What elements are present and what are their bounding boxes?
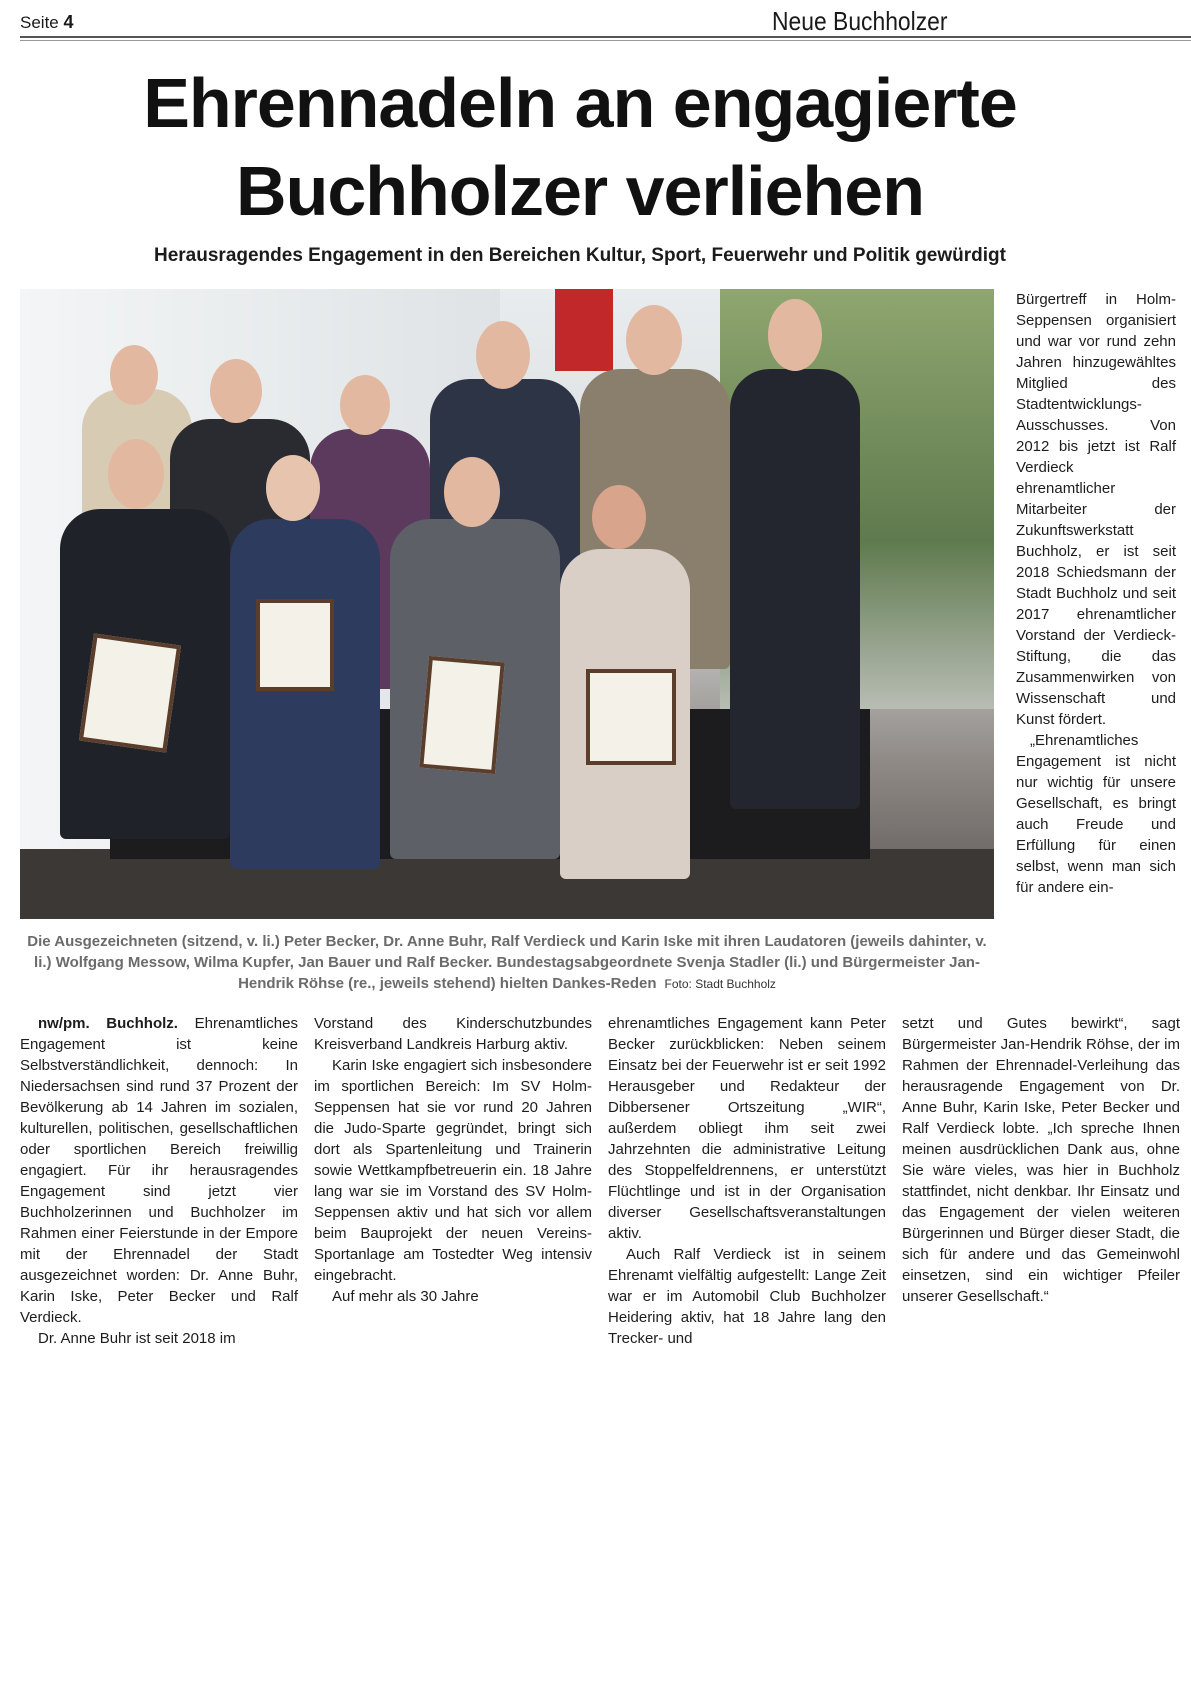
article-photo bbox=[20, 289, 994, 919]
caption-text: Die Ausgezeichneten (sitzend, v. li.) Peter Becker, Dr. Anne Buhr, Ralf Verdieck und Karin Iske mit ihren Laudatoren (jeweils dahinter, v. li.) Wolfgang Messow, Wilma Kupfer, Jan Bauer und Ralf Becker. Bundestagsabgeordnete Svenja Stadler (li.) und Bürgermeister Jan-Hendrik Röhse (re., jeweils stehend) hielten Dankes-Reden bbox=[27, 933, 987, 992]
page-header bbox=[20, 6, 1191, 36]
person-head bbox=[108, 439, 164, 509]
article-paragraph: Karin Iske engagiert sich insbesondere im sportlichen Bereich: Im SV Holm-Seppensen hat sie vor rund 20 Jahren die Judo-Sparte gegründet, bringt sich dort als Spartenleitung und Trainerin sowie Wettkampfbetreuerin ein. 18 Jahre lang war sie im Vorstand des SV Holm-Seppensen aktiv und hat sich vor allem beim Bauprojekt der neuen Vereins-Sportanlage am Tostedter Weg intensiv eingebracht. bbox=[314, 1057, 592, 1284]
article-column-2 bbox=[314, 1013, 592, 1349]
photo-credit: Foto: Stadt Buchholz bbox=[664, 977, 776, 991]
article-paragraph: Auf mehr als 30 Jahre bbox=[332, 1288, 479, 1305]
person-seated bbox=[230, 519, 380, 869]
sidebar-quote: „Ehrenamtliches Engagement ist nicht nur wichtig für unsere Gesellschaft, es bringt auch Freude und Erfüllung für einen selbst, wenn man sich für andere ein- bbox=[1016, 732, 1176, 896]
certificate-frame bbox=[79, 633, 181, 752]
person-head bbox=[340, 375, 390, 435]
dateline: nw/pm. Buchholz. bbox=[38, 1015, 178, 1032]
article-paragraph: ehrenamtliches Engagement kann Peter Becker zurückblicken: Neben seinem Einsatz bei der Feuerwehr ist er seit 1992 Herausgeber und Redakteur der Dibbersener Ortszeitung „WIR“, außerdem obliegt ihm seit zwei Jahrzehnten die administrative Leitung des Stoppelfeldrennens, er unterstützt Flüchtlinge und ist in der Organisation diverser Gesellschaftsveranstaltungen aktiv. bbox=[608, 1015, 886, 1242]
paragraph-text: Ehrenamtliches Engagement ist keine Selbstverständlichkeit, dennoch: In Niedersachsen sind rund 37 Prozent der Bevölkerung ab 14 Jahren im sozialen, kulturellen, politischen, gesellschaftlichen oder sportlichen Bereich freiwillig engagiert. Für ihr herausragendes Engagement sind jetzt vier Buchholzerinnen und Buchholzer im Rahmen einer Feierstunde in der Empore mit der Ehrennadel der Stadt ausgezeichnet worden: Dr. Anne Buhr, Karin Iske, Peter Becker und Ralf Verdieck. bbox=[20, 1015, 298, 1326]
newspaper-name: Neue Buchholzer bbox=[772, 6, 948, 36]
article-paragraph: setzt und Gutes bewirkt“, sagt Bürgermeister Jan-Hendrik Röhse, der im Rahmen der Ehrennadel-Verleihung das herausragende Engagement von Dr. Anne Buhr, Karin Iske, Peter Becker und Ralf Verdieck lobte. „Ich spreche Ihnen meinen ausdrücklichen Dank aus, ohne Sie wäre vieles, was hier in Buchholz stattfindet, nicht denkbar. Ihr Einsatz und das Engagement der vielen weiteren Bürgerinnen und Bürger dieser Stadt, die sich für andere und das Gemeinwohl einsetzen, sind ein wichtiger Pfeiler unserer Gesellschaft.“ bbox=[902, 1015, 1180, 1305]
article-paragraph: Auch Ralf Verdieck ist in seinem Ehrenamt vielfältig aufgestellt: Lange Zeit war er im Automobil Club Buchholzer Heidering aktiv, hat 18 Jahre lang den Trecker- und bbox=[608, 1246, 886, 1347]
person-head bbox=[592, 485, 646, 549]
photo-red-panel bbox=[555, 289, 613, 371]
header-rule-thin bbox=[20, 40, 1191, 41]
certificate-frame bbox=[586, 669, 676, 765]
person-head bbox=[110, 345, 158, 405]
person-head bbox=[476, 321, 530, 389]
person-head bbox=[210, 359, 262, 423]
photo-block bbox=[20, 289, 998, 995]
article-body bbox=[20, 1013, 1180, 1349]
person-head bbox=[626, 305, 682, 375]
photo-and-sidebar bbox=[20, 289, 1191, 995]
sidebar-column bbox=[1016, 289, 1176, 995]
newspaper-page bbox=[20, 0, 1191, 1349]
article-column-1 bbox=[20, 1013, 298, 1349]
person-standing bbox=[730, 369, 860, 809]
photo-caption bbox=[20, 931, 994, 995]
headline-line-1: Ehrennadeln an engagierte bbox=[143, 64, 1017, 142]
subheadline: Herausragendes Engagement in den Bereichen Kultur, Sport, Feuerwehr und Politik gewürdigt bbox=[154, 245, 1006, 266]
headline bbox=[20, 59, 1140, 235]
certificate-frame bbox=[256, 599, 334, 691]
page-number bbox=[20, 12, 74, 33]
article-paragraph: Vorstand des Kinderschutzbundes Kreisverband Landkreis Harburg aktiv. bbox=[314, 1015, 592, 1053]
header-rule bbox=[20, 36, 1191, 38]
headline-line-2: Buchholzer verliehen bbox=[236, 152, 924, 230]
person-head bbox=[444, 457, 500, 527]
sidebar-paragraph: Bürgertreff in Holm-Seppensen organisiert und war vor rund zehn Jahren hinzugewähltes Mitglied des Stadtentwicklungs-Ausschusses. Von 2012 bis jetzt ist Ralf Verdieck ehrenamtlicher Mitarbeiter der Zukunftswerkstatt Buchholz, er ist seit 2018 Schiedsmann der Stadt Buchholz und seit 2017 ehrenamtlicher Vorstand der Verdieck-Stiftung, die das Zusammenwirken von Wissenschaft und Kunst fördert. bbox=[1016, 291, 1176, 728]
article-paragraph bbox=[20, 1013, 298, 1328]
article-paragraph: Dr. Anne Buhr ist seit 2018 im bbox=[38, 1330, 236, 1347]
article-column-4 bbox=[902, 1013, 1180, 1349]
article-column-3 bbox=[608, 1013, 886, 1349]
person-head bbox=[768, 299, 822, 371]
page-number-value: 4 bbox=[63, 12, 74, 32]
photo-floor bbox=[20, 849, 994, 919]
certificate-frame bbox=[419, 656, 504, 774]
page-label-text: Seite bbox=[20, 13, 59, 32]
person-head bbox=[266, 455, 320, 521]
